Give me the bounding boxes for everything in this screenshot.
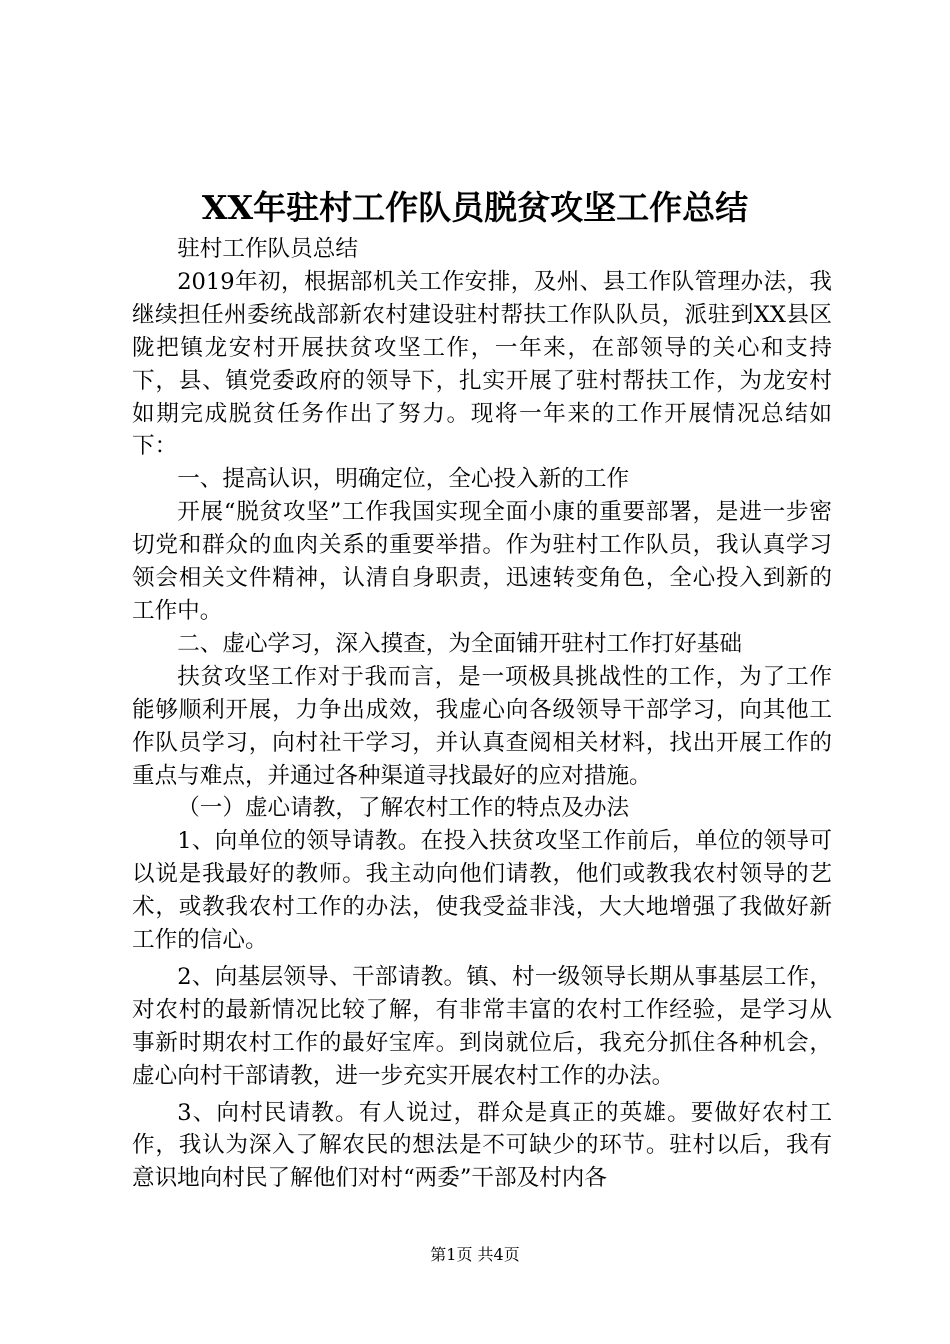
- paragraph-item-2: 2、向基层领导、干部请教。镇、村一级领导长期从事基层工作，对农村的最新情况比较了解，有非常丰富的农村工作经验，是学习从事新时期农村工作的最好宝库。到岗就位后，我充分抓住各种机会，虚心向村干部请教，进一步充实开展农村工作的办法。: [132, 963, 832, 1089]
- heading-subsection-1: （一）虚心请教，了解农村工作的特点及办法: [177, 795, 630, 822]
- paragraph-item-3: 3、向村民请教。有人说过，群众是真正的英雄。要做好农村工作，我认为深入了解农民的想法是不可缺少的环节。驻村以后，我有意识地向村民了解他们对村“两委”干部及村内各: [132, 1099, 832, 1192]
- heading-section-1: 一、提高认识，明确定位，全心投入新的工作: [177, 466, 630, 493]
- paragraph-section-2: 扶贫攻坚工作对于我而言，是一项极具挑战性的工作，为了工作能够顺利开展，力争出成效，我虚心向各级领导干部学习，向其他工作队员学习，向村社干学习，并认真查阅相关材料，找出开展工作的重点与难点，并通过各种渠道寻找最好的应对措施。: [132, 663, 832, 789]
- paragraph-subtitle: 驻村工作队员总结: [177, 236, 358, 262]
- paragraph-intro: 2019年初，根据部机关工作安排，及州、县工作队管理办法，我继续担任州委统战部新农村建设驻村帮扶工作队队员，派驻到XX县区陇把镇龙安村开展扶贫攻坚工作，一年来，在部领导的关心和支持下，县、镇党委政府的领导下，扎实开展了驻村帮扶工作，为龙安村如期完成脱贫任务作出了努力。现将一年来的工作开展情况总结如下：: [132, 268, 832, 460]
- document-title: XX年驻村工作队员脱贫攻坚工作总结: [201, 188, 749, 227]
- paragraph-section-1: 开展“脱贫攻坚”工作我国实现全面小康的重要部署，是进一步密切党和群众的血肉关系的重要举措。作为驻村工作队员，我认真学习领会相关文件精神，认清自身职责，迅速转变角色，全心投入到新的工作中。: [132, 499, 832, 624]
- paragraph-item-1: 1、向单位的领导请教。在投入扶贫攻坚工作前后，单位的领导可以说是我最好的教师。我主动向他们请教，他们或教我农村领导的艺术，或教我农村工作的办法，使我受益非浅，大大地增强了我做好新工作的信心。: [132, 828, 832, 954]
- heading-section-2: 二、虚心学习，深入摸查，为全面铺开驻村工作打好基础: [177, 630, 743, 657]
- page-footer: 第1页 共4页: [430, 1245, 520, 1264]
- document-body: [132, 233, 832, 1195]
